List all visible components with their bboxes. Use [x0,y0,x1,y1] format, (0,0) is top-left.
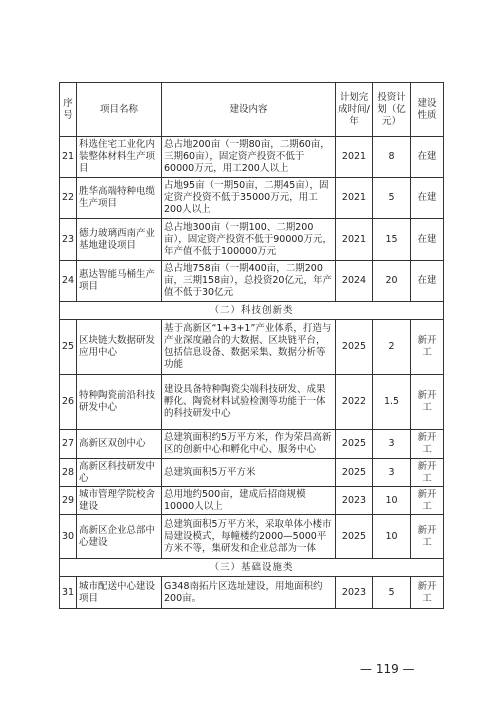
row-name: 城市管理学院校舍建设 [77,487,162,515]
row-invest: 3 [373,459,411,487]
table-row [60,487,444,515]
header-status: 建设性质 [411,83,444,137]
row-name: 城市配送中心建设项目 [77,577,162,609]
row-content: 基于高新区“1+3+1”产业体系，打造与产业深度融合的大数据、区块链平台，包括信息设备、数据采集、数据分析等功能 [162,320,336,375]
row-year: 2022 [336,375,373,430]
table-row [60,515,444,559]
row-no: 23 [60,219,77,261]
row-content: 建设具备特种陶瓷尖端科技研发、成果孵化、陶瓷材料试验检测等功能于一体的科技研发中心 [162,375,336,430]
row-status: 在建 [411,261,444,302]
section-title-infra: （三）基础设施类 [60,559,444,577]
row-invest: 2 [373,320,411,375]
row-invest: 20 [373,261,411,302]
row-content: 总占地300亩（一期100、二期200亩），固定资产投资不低于90000万元，年产值不低于100000万元 [162,219,336,261]
row-no: 25 [60,320,77,375]
table-row [60,459,444,487]
row-no: 29 [60,487,77,515]
row-year: 2021 [336,178,373,219]
row-status: 新开工 [411,487,444,515]
row-no: 22 [60,178,77,219]
row-invest: 8 [373,137,411,178]
row-content: G348南拓片区选址建设，用地面积约200亩。 [162,577,336,609]
row-name: 特种陶瓷前沿科技研发中心 [77,375,162,430]
row-no: 26 [60,375,77,430]
row-year: 2025 [336,320,373,375]
row-name: 惠达智能马桶生产项目 [77,261,162,302]
row-status: 在建 [411,137,444,178]
row-status: 新开工 [411,320,444,375]
section-title-tech: （二）科技创新类 [60,302,444,320]
row-no: 21 [60,137,77,178]
row-name: 科选住宅工业化内装整体材料生产项目 [77,137,162,178]
row-year: 2023 [336,577,373,609]
project-table [59,82,444,609]
row-invest: 1.5 [373,375,411,430]
row-content: 总建筑面积5万平方米，采取单体小楼市局建设模式，每幢楼约2000—5000平方米不等，集研发和企业总部为一体 [162,515,336,559]
row-name: 区块链大数据研发应用中心 [77,320,162,375]
row-invest: 10 [373,515,411,559]
row-year: 2025 [336,459,373,487]
row-status: 新开工 [411,459,444,487]
header-no: 序号 [60,83,77,137]
row-year: 2024 [336,261,373,302]
header-content: 建设内容 [162,83,336,137]
row-name: 高新区双创中心 [77,430,162,459]
header-name: 项目名称 [77,83,162,137]
row-content: 总建筑面积5万平方米 [162,459,336,487]
table-header-row [60,83,444,137]
row-year: 2025 [336,515,373,559]
section-row [60,559,444,577]
row-no: 24 [60,261,77,302]
table-row [60,137,444,178]
row-no: 30 [60,515,77,559]
row-invest: 10 [373,487,411,515]
table-row [60,219,444,261]
row-name: 高新区科技研发中心 [77,459,162,487]
row-content: 总占地758亩（一期400亩，二期200亩，三期158亩），总投资20亿元，年产值不低于30亿元 [162,261,336,302]
table-row [60,320,444,375]
table-row [60,430,444,459]
row-no: 27 [60,430,77,459]
page-number: — 119 — [360,662,415,676]
row-content: 总占地200亩（一期80亩，二期60亩，三期60亩），固定资产投资不低于60000万元，用工200人以上 [162,137,336,178]
table-row [60,261,444,302]
row-status: 在建 [411,178,444,219]
header-year: 计划完成时间/年 [336,83,373,137]
row-name: 德力玻璃西南产业基地建设项目 [77,219,162,261]
row-status: 在建 [411,219,444,261]
row-invest: 5 [373,577,411,609]
row-status: 新开工 [411,430,444,459]
row-content: 总建筑面积约5万平方米，作为荣昌高新区的创新中心和孵化中心、服务中心 [162,430,336,459]
section-row [60,302,444,320]
row-status: 新开工 [411,577,444,609]
table-row [60,577,444,609]
row-year: 2023 [336,487,373,515]
row-invest: 3 [373,430,411,459]
row-name: 胜华高端特种电缆生产项目 [77,178,162,219]
row-year: 2021 [336,137,373,178]
row-status: 新开工 [411,515,444,559]
row-content: 占地95亩（一期50亩，二期45亩），固定资产投资不低于35000万元，用工200人以上 [162,178,336,219]
row-status: 新开工 [411,375,444,430]
table-row [60,178,444,219]
row-content: 总用地约500亩，建成后招商规模10000人以上 [162,487,336,515]
table-row [60,375,444,430]
row-year: 2021 [336,219,373,261]
row-no: 31 [60,577,77,609]
row-year: 2025 [336,430,373,459]
row-invest: 5 [373,178,411,219]
row-no: 28 [60,459,77,487]
header-invest: 投资计划（亿元） [373,83,411,137]
row-name: 高新区企业总部中心建设 [77,515,162,559]
row-invest: 15 [373,219,411,261]
